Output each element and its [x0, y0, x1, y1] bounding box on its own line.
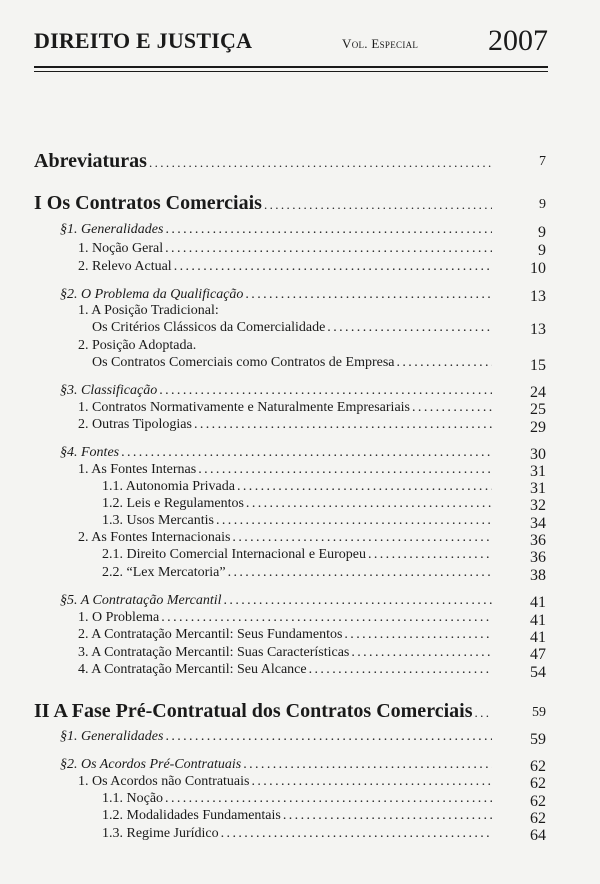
toc-page: 54	[530, 664, 546, 681]
toc-page: 29	[530, 419, 546, 436]
toc-title: 1. A Posição Tradicional:	[78, 303, 219, 318]
toc-subitem	[102, 808, 496, 828]
toc-section	[60, 729, 496, 749]
toc-title: 1.2. Leis e Regulamentos	[102, 496, 244, 511]
toc-title: 1. O Problema	[78, 610, 160, 625]
toc-page: 9	[538, 224, 546, 241]
dot-leader	[283, 808, 492, 824]
toc-title: Os Contratos Comerciais como Contratos de Empresa	[92, 355, 395, 370]
toc-title: 1. Contratos Normativamente e Naturalmente Empresariais	[78, 400, 411, 415]
dot-leader	[165, 241, 492, 257]
toc-page: 24	[530, 384, 546, 401]
toc-title: 2. A Contratação Mercantil: Seus Fundamentos	[78, 627, 343, 642]
toc-page: 62	[530, 810, 546, 827]
toc-title: 1.3. Regime Jurídico	[102, 826, 219, 841]
toc-title: 1. Os Acordos não Contratuais	[78, 774, 250, 789]
toc-section	[60, 222, 496, 242]
toc-page: 62	[530, 775, 546, 792]
toc-subitem	[102, 826, 496, 846]
toc-page: 47	[530, 646, 546, 663]
toc-title: 1.3. Usos Mercantis	[102, 513, 214, 528]
toc-page: 36	[530, 532, 546, 549]
toc-page: 59	[530, 731, 546, 748]
dot-leader	[216, 513, 492, 529]
toc-item	[78, 417, 496, 437]
dot-leader	[165, 222, 492, 238]
toc-entry-abreviaturas	[34, 150, 496, 170]
toc-page: 41	[530, 629, 546, 646]
dot-leader	[224, 593, 492, 609]
toc-title: §4. Fontes	[60, 445, 120, 460]
toc-page: 62	[530, 793, 546, 810]
year-label: 2007	[488, 24, 548, 57]
dot-leader	[165, 729, 492, 745]
toc-page: 36	[530, 549, 546, 566]
toc-title: 2. Posição Adoptada.	[78, 338, 197, 353]
toc-page: 38	[530, 567, 546, 584]
toc-title: Os Critérios Clássicos da Comercialidade	[92, 320, 326, 335]
toc-title: 2. As Fontes Internacionais	[78, 530, 231, 545]
toc-item	[78, 627, 496, 647]
toc-page: 32	[530, 497, 546, 514]
toc-page: 10	[530, 260, 546, 277]
dot-leader	[368, 547, 492, 563]
dot-leader	[243, 757, 492, 773]
toc-page: 31	[530, 480, 546, 497]
toc-chapter-1	[34, 192, 496, 212]
toc-page: 62	[530, 758, 546, 775]
dot-leader	[251, 774, 492, 790]
toc-title: II A Fase Pré-Contratual dos Contratos Comerciais	[34, 700, 473, 722]
toc-page: 25	[530, 401, 546, 418]
toc-title: 2. Relevo Actual	[78, 259, 172, 274]
toc-page: 13	[530, 288, 546, 305]
dot-leader	[159, 383, 492, 399]
toc-title: 1.2. Modalidades Fundamentais	[102, 808, 281, 823]
toc-title: 2.2. “Lex Mercatoria”	[102, 565, 226, 580]
toc-title: §1. Generalidades	[60, 222, 164, 237]
toc-title: 2.1. Direito Comercial Internacional e Europeu	[102, 547, 366, 562]
toc-page: 34	[530, 515, 546, 532]
toc-page: 41	[530, 612, 546, 629]
dot-leader	[237, 479, 492, 495]
toc-title: §3. Classificação	[60, 383, 158, 398]
toc-title: 1.1. Autonomia Privada	[102, 479, 235, 494]
toc-page: 31	[530, 463, 546, 480]
toc-page: 15	[530, 357, 546, 374]
toc-title: §1. Generalidades	[60, 729, 164, 744]
dot-leader	[245, 287, 492, 303]
toc-subitem	[102, 547, 496, 567]
toc-page: 7	[539, 154, 546, 169]
toc-title: 3. A Contratação Mercantil: Suas Características	[78, 645, 350, 660]
dot-leader	[174, 259, 492, 275]
volume-label: Vol. Especial	[342, 36, 419, 51]
toc-subitem	[102, 565, 496, 585]
toc-title: 1. Noção Geral	[78, 241, 164, 256]
dot-leader	[221, 826, 492, 842]
toc-item-continued	[92, 355, 496, 375]
toc-title: 1. As Fontes Internas	[78, 462, 197, 477]
toc-title: §5. A Contratação Mercantil	[60, 593, 222, 608]
dot-leader	[351, 645, 492, 661]
toc-title: §2. O Problema da Qualificação	[60, 287, 244, 302]
toc-page: 30	[530, 446, 546, 463]
toc-title: Abreviaturas	[34, 150, 147, 172]
dot-leader	[198, 462, 492, 478]
dot-leader	[246, 496, 492, 512]
toc-item	[78, 662, 496, 682]
dot-leader	[474, 705, 492, 721]
toc-chapter-2	[34, 700, 496, 720]
dot-leader	[194, 417, 492, 433]
dot-leader	[264, 197, 492, 213]
dot-leader	[232, 530, 492, 546]
toc-page: 59	[532, 705, 546, 720]
journal-title: DIREITO E JUSTIÇA	[34, 28, 253, 53]
dot-leader	[412, 400, 492, 416]
toc-title: §2. Os Acordos Pré-Contratuais	[60, 757, 242, 772]
dot-leader	[165, 791, 492, 807]
toc-title: I Os Contratos Comerciais	[34, 192, 262, 214]
dot-leader	[228, 565, 492, 581]
dot-leader	[327, 320, 492, 336]
toc-title: 1.1. Noção	[102, 791, 164, 806]
toc-item	[78, 259, 496, 279]
toc-page: 64	[530, 827, 546, 844]
dot-leader	[149, 155, 492, 171]
toc-page: 9	[539, 197, 546, 212]
toc-page: 41	[530, 594, 546, 611]
toc-page: 13	[530, 321, 546, 338]
toc-item-continued	[92, 320, 496, 340]
dot-leader	[161, 610, 492, 626]
dot-leader	[121, 445, 492, 461]
toc-title: 4. A Contratação Mercantil: Seu Alcance	[78, 662, 307, 677]
dot-leader	[344, 627, 492, 643]
toc-page: 9	[538, 242, 546, 259]
dot-leader	[309, 662, 492, 678]
dot-leader	[397, 355, 493, 371]
toc-title: 2. Outras Tipologias	[78, 417, 192, 432]
toc-item	[78, 241, 496, 261]
